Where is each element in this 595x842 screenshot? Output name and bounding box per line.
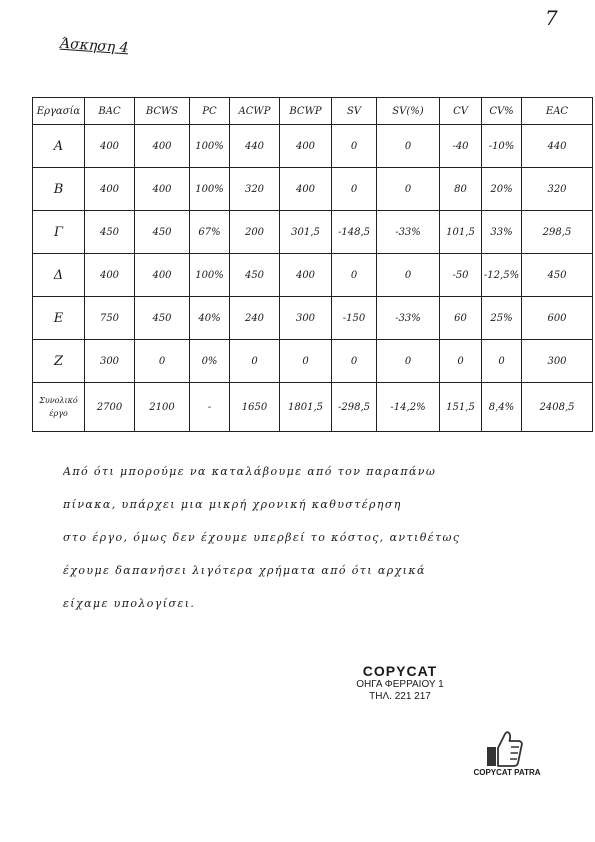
table-cell: 2700: [85, 383, 135, 432]
copyshop-stamp: [330, 663, 470, 703]
task-label: E: [33, 297, 85, 340]
table-cell: 400: [85, 254, 135, 297]
table-cell: 25%: [482, 297, 522, 340]
table-cell: 100%: [190, 168, 230, 211]
note-line: στο έργο, όμως δεν έχουμε υπερβεί το κόστος, αντιθέτως: [63, 531, 461, 544]
exercise-title: Άσκηση 4: [59, 35, 130, 57]
table-cell: 33%: [482, 211, 522, 254]
table-cell: 400: [135, 254, 190, 297]
table-cell: 60: [440, 297, 482, 340]
note-line: είχαμε υπολογίσει.: [63, 597, 196, 610]
table-cell: 400: [135, 168, 190, 211]
logo-caption: COPYCAT PATRA: [473, 768, 541, 777]
table-cell: 0: [377, 254, 440, 297]
table-cell: -12,5%: [482, 254, 522, 297]
table-cell: 0: [135, 340, 190, 383]
table-row: [33, 168, 593, 211]
table-cell: 400: [85, 168, 135, 211]
table-cell: 0%: [190, 340, 230, 383]
table-cell: 0: [377, 340, 440, 383]
header-cell: EAC: [522, 98, 593, 125]
table-cell: 8,4%: [482, 383, 522, 432]
table-cell: 0: [332, 125, 377, 168]
table-cell: 300: [280, 297, 332, 340]
table-cell: 151,5: [440, 383, 482, 432]
table-cell: 450: [135, 297, 190, 340]
task-label: A: [33, 125, 85, 168]
task-label: Z: [33, 340, 85, 383]
table-cell: -: [190, 383, 230, 432]
table-cell: 20%: [482, 168, 522, 211]
table-cell: 101,5: [440, 211, 482, 254]
table-row: [33, 297, 593, 340]
table-cell: 440: [230, 125, 280, 168]
table-cell: 2100: [135, 383, 190, 432]
table-cell: -148,5: [332, 211, 377, 254]
table-cell: 200: [230, 211, 280, 254]
thumbs-up-icon: [486, 730, 524, 768]
table-row: [33, 254, 593, 297]
note-line: πίνακα, υπάρχει μια μικρή χρονική καθυστέρηση: [63, 498, 402, 511]
table-row: [33, 340, 593, 383]
page-number: 7: [545, 6, 558, 30]
table-cell: 100%: [190, 125, 230, 168]
note-line: Από ότι μπορούμε να καταλάβουμε από τον παραπάνω: [63, 465, 437, 478]
header-cell: Εργασία: [33, 98, 85, 125]
table-cell: -14,2%: [377, 383, 440, 432]
table-cell: -33%: [377, 297, 440, 340]
table-cell: 300: [522, 340, 593, 383]
header-cell: CV: [440, 98, 482, 125]
table-cell: 1650: [230, 383, 280, 432]
table-cell: 40%: [190, 297, 230, 340]
table-cell: 0: [280, 340, 332, 383]
table-cell: 0: [377, 125, 440, 168]
total-row: [33, 383, 593, 432]
table-cell: 450: [230, 254, 280, 297]
conclusion-notes: [63, 455, 553, 620]
table-cell: 400: [280, 168, 332, 211]
table-cell: 750: [85, 297, 135, 340]
table-cell: 0: [332, 254, 377, 297]
evm-table: [32, 97, 593, 432]
table-cell: 400: [280, 254, 332, 297]
table-cell: 1801,5: [280, 383, 332, 432]
table-cell: 0: [377, 168, 440, 211]
header-row: [33, 98, 593, 125]
header-cell: BAC: [85, 98, 135, 125]
table-cell: 450: [85, 211, 135, 254]
table-cell: 0: [332, 168, 377, 211]
table-cell: 0: [482, 340, 522, 383]
task-label: Δ: [33, 254, 85, 297]
table-row: [33, 125, 593, 168]
header-cell: BCWP: [280, 98, 332, 125]
table-cell: -33%: [377, 211, 440, 254]
table-cell: -150: [332, 297, 377, 340]
table-cell: 600: [522, 297, 593, 340]
table-cell: 298,5: [522, 211, 593, 254]
header-cell: ACWP: [230, 98, 280, 125]
table-cell: 0: [332, 340, 377, 383]
table-cell: 400: [280, 125, 332, 168]
table-cell: 320: [522, 168, 593, 211]
table-cell: 67%: [190, 211, 230, 254]
header-cell: BCWS: [135, 98, 190, 125]
table-cell: 240: [230, 297, 280, 340]
header-cell: PC: [190, 98, 230, 125]
table-cell: 450: [522, 254, 593, 297]
table-cell: 100%: [190, 254, 230, 297]
table-cell: 301,5: [280, 211, 332, 254]
table-cell: 300: [85, 340, 135, 383]
table-cell: -10%: [482, 125, 522, 168]
note-line: έχουμε δαπανήσει λιγότερα χρήματα από ότι αρχικά: [63, 564, 426, 577]
table-cell: 0: [440, 340, 482, 383]
table-cell: -50: [440, 254, 482, 297]
table-cell: 400: [135, 125, 190, 168]
total-label: Συνολικό έργο: [33, 383, 85, 432]
stamp-address: ΟΗΓΑ ΦΕΡΡΑΙΟΥ 1: [356, 679, 444, 690]
stamp-phone: ΤΗΛ. 221 217: [369, 691, 431, 702]
table-cell: 400: [85, 125, 135, 168]
table-cell: 440: [522, 125, 593, 168]
table-cell: -40: [440, 125, 482, 168]
task-label: B: [33, 168, 85, 211]
table-row: [33, 211, 593, 254]
table-cell: 80: [440, 168, 482, 211]
stamp-name: COPYCAT: [362, 663, 438, 679]
header-cell: SV: [332, 98, 377, 125]
header-cell: CV%: [482, 98, 522, 125]
table-cell: 0: [230, 340, 280, 383]
table-cell: 320: [230, 168, 280, 211]
task-label: Γ: [33, 211, 85, 254]
table-cell: -298,5: [332, 383, 377, 432]
table-cell: 2408,5: [522, 383, 593, 432]
table-cell: 450: [135, 211, 190, 254]
header-cell: SV(%): [377, 98, 440, 125]
